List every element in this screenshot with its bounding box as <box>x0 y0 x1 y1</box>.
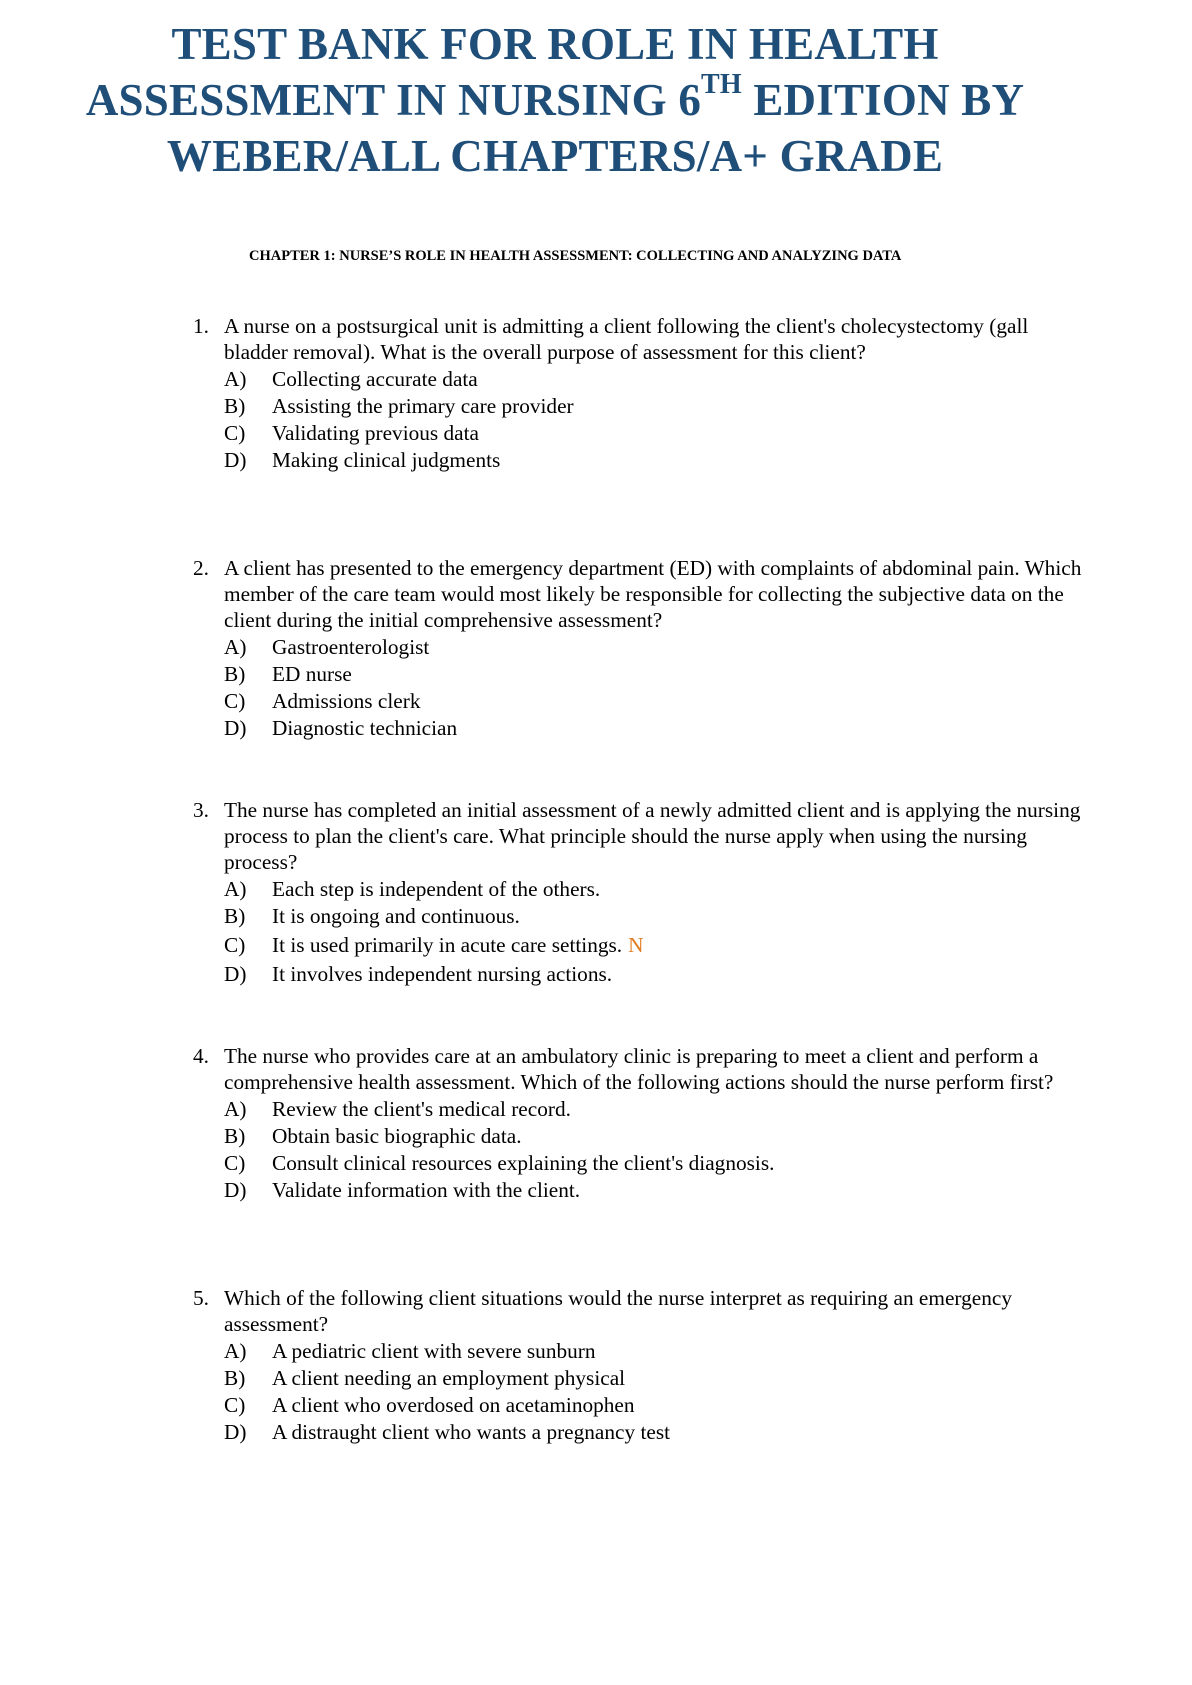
option-letter: D) <box>224 1177 247 1202</box>
answer-options <box>224 875 1093 987</box>
question-1 <box>193 313 1093 473</box>
option-letter: D) <box>224 1419 247 1444</box>
option-text: Collecting accurate data <box>272 366 478 391</box>
answer-option-a <box>224 365 1093 392</box>
option-letter: B) <box>224 1365 246 1390</box>
option-text: Consult clinical resources explaining the client's diagnosis. <box>272 1150 775 1175</box>
answer-option-c <box>224 1149 1093 1176</box>
question-number: 1. <box>193 314 209 338</box>
answer-option-b <box>224 1364 1093 1391</box>
option-letter: A) <box>224 634 247 659</box>
answer-option-c <box>224 1391 1093 1418</box>
question-4 <box>193 1043 1093 1203</box>
question-number: 5. <box>193 1286 209 1310</box>
question-3 <box>193 797 1093 987</box>
option-letter: B) <box>224 903 246 928</box>
option-text: Validating previous data <box>272 420 479 445</box>
answer-option-d <box>224 1418 1093 1445</box>
answer-options <box>224 633 1093 741</box>
option-letter: A) <box>224 1338 247 1363</box>
option-letter: B) <box>224 393 246 418</box>
annotation-marker: N <box>628 932 644 957</box>
question-text: A client has presented to the emergency department (ED) with complaints of abdominal pain. Which member of the care team would most likely be responsible for collecting the subjective data on the client during the initial comprehensive assessment? <box>224 556 1082 632</box>
option-text: Validate information with the client. <box>272 1177 581 1202</box>
option-letter: D) <box>224 961 247 986</box>
option-text: Gastroenterologist <box>272 634 430 659</box>
question-number: 2. <box>193 556 209 580</box>
answer-option-d <box>224 960 1093 987</box>
option-letter: C) <box>224 1150 246 1175</box>
answer-options <box>224 365 1093 473</box>
option-text: Each step is independent of the others. <box>272 876 601 901</box>
answer-option-c <box>224 929 1093 960</box>
question-text: The nurse who provides care at an ambulatory clinic is preparing to meet a client and perform a comprehensive health assessment. Which of the following actions should the nurse perform first? <box>224 1044 1054 1094</box>
question-5 <box>193 1285 1093 1445</box>
question-text: A nurse on a postsurgical unit is admitting a client following the client's cholecystectomy (gall bladder removal). What is the overall purpose of assessment for this client? <box>224 314 1029 364</box>
title-line-2 <box>0 69 1110 128</box>
option-text: A client who overdosed on acetaminophen <box>272 1392 635 1417</box>
option-text: Assisting the primary care provider <box>272 393 574 418</box>
answer-options <box>224 1337 1093 1445</box>
option-letter: D) <box>224 715 247 740</box>
question-2 <box>193 555 1093 741</box>
option-letter: A) <box>224 876 247 901</box>
option-text: It involves independent nursing actions. <box>272 961 613 986</box>
option-text: It is ongoing and continuous. <box>272 903 520 928</box>
option-text: Diagnostic technician <box>272 715 458 740</box>
answer-option-b <box>224 1122 1093 1149</box>
answer-option-b <box>224 902 1093 929</box>
chapter-heading: CHAPTER 1: NURSE’S ROLE IN HEALTH ASSESSMENT: COLLECTING AND ANALYZING DATA <box>249 248 902 264</box>
option-text: Obtain basic biographic data. <box>272 1123 522 1148</box>
answer-option-c <box>224 687 1093 714</box>
title-line-3: WEBER/ALL CHAPTERS/A+ GRADE <box>166 131 944 181</box>
title-line-2-text: ASSESSMENT IN NURSING 6 <box>85 75 702 125</box>
option-letter: C) <box>224 1392 246 1417</box>
answer-option-d <box>224 714 1093 741</box>
document-title <box>0 16 1110 184</box>
option-letter: C) <box>224 420 246 445</box>
answer-option-a <box>224 875 1093 902</box>
answer-option-a <box>224 633 1093 660</box>
answer-option-b <box>224 660 1093 687</box>
option-text: A distraught client who wants a pregnancy test <box>272 1419 671 1444</box>
answer-option-c <box>224 419 1093 446</box>
answer-option-d <box>224 446 1093 473</box>
question-text: Which of the following client situations would the nurse interpret as requiring an emergency assessment? <box>224 1286 1012 1336</box>
option-letter: A) <box>224 366 247 391</box>
question-text: The nurse has completed an initial assessment of a newly admitted client and is applying the nursing process to plan the client's care. What principle should the nurse apply when using the nursing process? <box>224 798 1081 874</box>
option-text: It is used primarily in acute care settings. <box>272 932 623 957</box>
option-text: Review the client's medical record. <box>272 1096 571 1121</box>
option-text: Admissions clerk <box>272 688 421 713</box>
answer-option-a <box>224 1095 1093 1122</box>
option-letter: C) <box>224 932 246 957</box>
option-letter: A) <box>224 1096 247 1121</box>
answer-option-d <box>224 1176 1093 1203</box>
option-letter: D) <box>224 447 247 472</box>
option-text: ED nurse <box>272 661 352 686</box>
title-line-2-rest: EDITION BY <box>741 75 1025 125</box>
answer-options <box>224 1095 1093 1203</box>
option-letter: B) <box>224 1123 246 1148</box>
question-number: 3. <box>193 798 209 822</box>
option-letter: B) <box>224 661 246 686</box>
option-text: A pediatric client with severe sunburn <box>272 1338 596 1363</box>
option-letter: C) <box>224 688 246 713</box>
option-text: Making clinical judgments <box>272 447 501 472</box>
option-text: A client needing an employment physical <box>272 1365 626 1390</box>
answer-option-a <box>224 1337 1093 1364</box>
question-number: 4. <box>193 1044 209 1068</box>
answer-option-b <box>224 392 1093 419</box>
title-superscript: TH <box>701 69 742 100</box>
title-line-1: TEST BANK FOR ROLE IN HEALTH <box>171 19 939 69</box>
